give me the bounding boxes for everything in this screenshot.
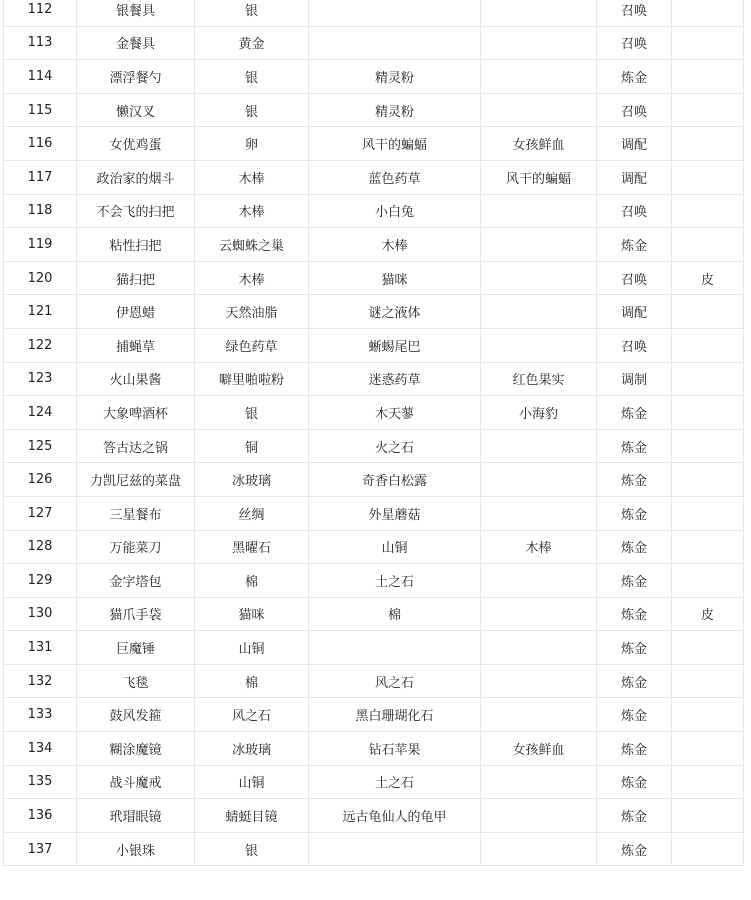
material-3-cell: 风干的蝙蝠: [481, 161, 597, 194]
material-1-cell: 山铜: [195, 766, 309, 799]
note-cell: [672, 463, 744, 496]
material-3-cell: [481, 631, 597, 664]
material-3-cell: [481, 766, 597, 799]
table-row: [3, 564, 744, 598]
material-3-cell: [481, 833, 597, 866]
id-cell: 121: [3, 295, 77, 328]
note-cell: [672, 732, 744, 765]
note-cell: [672, 60, 744, 93]
material-1-cell: 银: [195, 833, 309, 866]
material-3-cell: [481, 430, 597, 463]
material-3-cell: [481, 799, 597, 832]
material-2-cell: 风之石: [309, 665, 481, 698]
material-1-cell: 丝绸: [195, 497, 309, 530]
material-1-cell: 银: [195, 396, 309, 429]
table-row: [3, 698, 744, 732]
material-2-cell: 小白兔: [309, 195, 481, 228]
item-name-cell: 力凯尼兹的菜盘: [77, 463, 195, 496]
material-3-cell: 红色果实: [481, 363, 597, 396]
item-name-cell: 大象啤酒杯: [77, 396, 195, 429]
material-2-cell: 木棒: [309, 228, 481, 261]
item-name-cell: 粘性扫把: [77, 228, 195, 261]
method-cell: 炼金: [597, 430, 672, 463]
note-cell: [672, 531, 744, 564]
id-cell: 116: [3, 127, 77, 160]
table-row: [3, 195, 744, 229]
material-2-cell: 土之石: [309, 766, 481, 799]
note-cell: [672, 766, 744, 799]
table-row: [3, 430, 744, 464]
note-cell: [672, 799, 744, 832]
item-name-cell: 小银珠: [77, 833, 195, 866]
table-row: [3, 60, 744, 94]
material-2-cell: 精灵粉: [309, 94, 481, 127]
material-2-cell: 风干的蝙蝠: [309, 127, 481, 160]
note-cell: [672, 564, 744, 597]
id-cell: 125: [3, 430, 77, 463]
material-2-cell: 山铜: [309, 531, 481, 564]
method-cell: 召唤: [597, 329, 672, 362]
method-cell: 炼金: [597, 766, 672, 799]
table-row: [3, 262, 744, 296]
material-2-cell: 猫咪: [309, 262, 481, 295]
material-3-cell: 木棒: [481, 531, 597, 564]
item-name-cell: 猫扫把: [77, 262, 195, 295]
method-cell: 调制: [597, 363, 672, 396]
table-row: [3, 363, 744, 397]
id-cell: 132: [3, 665, 77, 698]
method-cell: 炼金: [597, 463, 672, 496]
material-1-cell: 风之石: [195, 698, 309, 731]
id-cell: 120: [3, 262, 77, 295]
material-1-cell: 绿色药草: [195, 329, 309, 362]
id-cell: 134: [3, 732, 77, 765]
note-cell: [672, 228, 744, 261]
id-cell: 112: [3, 0, 77, 26]
material-2-cell: 棉: [309, 598, 481, 631]
material-2-cell: [309, 27, 481, 60]
material-2-cell: 远古龟仙人的龟甲: [309, 799, 481, 832]
material-1-cell: 木棒: [195, 161, 309, 194]
note-cell: 皮: [672, 262, 744, 295]
material-3-cell: [481, 329, 597, 362]
item-name-cell: 金餐具: [77, 27, 195, 60]
id-cell: 129: [3, 564, 77, 597]
item-name-cell: 猫爪手袋: [77, 598, 195, 631]
material-1-cell: 棉: [195, 665, 309, 698]
method-cell: 召唤: [597, 27, 672, 60]
method-cell: 召唤: [597, 94, 672, 127]
table-row: [3, 127, 744, 161]
table-row: [3, 631, 744, 665]
material-3-cell: 女孩鲜血: [481, 732, 597, 765]
method-cell: 炼金: [597, 799, 672, 832]
id-cell: 131: [3, 631, 77, 664]
note-cell: [672, 698, 744, 731]
item-name-cell: 火山果酱: [77, 363, 195, 396]
material-3-cell: [481, 27, 597, 60]
table-row: [3, 27, 744, 61]
note-cell: [672, 195, 744, 228]
material-2-cell: 火之石: [309, 430, 481, 463]
item-name-cell: 银餐具: [77, 0, 195, 26]
table-row: [3, 732, 744, 766]
table-row: [3, 463, 744, 497]
material-3-cell: [481, 497, 597, 530]
method-cell: 召唤: [597, 0, 672, 26]
material-1-cell: 银: [195, 60, 309, 93]
item-name-cell: 答古达之锅: [77, 430, 195, 463]
material-1-cell: 银: [195, 94, 309, 127]
item-name-cell: 伊恩蜡: [77, 295, 195, 328]
table-row: [3, 94, 744, 128]
item-name-cell: 飞毯: [77, 665, 195, 698]
material-2-cell: 土之石: [309, 564, 481, 597]
id-cell: 126: [3, 463, 77, 496]
material-3-cell: [481, 665, 597, 698]
note-cell: 皮: [672, 598, 744, 631]
note-cell: [672, 833, 744, 866]
item-name-cell: 万能菜刀: [77, 531, 195, 564]
table-row: [3, 228, 744, 262]
item-name-cell: 政治家的烟斗: [77, 161, 195, 194]
material-1-cell: 黄金: [195, 27, 309, 60]
method-cell: 炼金: [597, 396, 672, 429]
note-cell: [672, 631, 744, 664]
item-name-cell: 不会飞的扫把: [77, 195, 195, 228]
material-1-cell: 天然油脂: [195, 295, 309, 328]
id-cell: 119: [3, 228, 77, 261]
method-cell: 炼金: [597, 698, 672, 731]
material-1-cell: 猫咪: [195, 598, 309, 631]
recipe-table: [3, 0, 744, 866]
note-cell: [672, 497, 744, 530]
note-cell: [672, 329, 744, 362]
material-1-cell: 铜: [195, 430, 309, 463]
material-2-cell: 精灵粉: [309, 60, 481, 93]
item-name-cell: 玳瑁眼镜: [77, 799, 195, 832]
table-row: [3, 531, 744, 565]
note-cell: [672, 363, 744, 396]
method-cell: 调配: [597, 295, 672, 328]
note-cell: [672, 161, 744, 194]
material-1-cell: 噼里啪啦粉: [195, 363, 309, 396]
table-row: [3, 295, 744, 329]
method-cell: 炼金: [597, 531, 672, 564]
note-cell: [672, 295, 744, 328]
note-cell: [672, 94, 744, 127]
item-name-cell: 战斗魔戒: [77, 766, 195, 799]
note-cell: [672, 396, 744, 429]
method-cell: 炼金: [597, 497, 672, 530]
material-2-cell: [309, 833, 481, 866]
method-cell: 调配: [597, 127, 672, 160]
item-name-cell: 女优鸡蛋: [77, 127, 195, 160]
id-cell: 136: [3, 799, 77, 832]
id-cell: 124: [3, 396, 77, 429]
material-1-cell: 云蜘蛛之巢: [195, 228, 309, 261]
method-cell: 炼金: [597, 732, 672, 765]
material-1-cell: 山铜: [195, 631, 309, 664]
method-cell: 炼金: [597, 60, 672, 93]
material-3-cell: [481, 698, 597, 731]
item-name-cell: 漂浮餐勺: [77, 60, 195, 93]
material-2-cell: [309, 0, 481, 26]
table-row: [3, 766, 744, 800]
material-3-cell: [481, 262, 597, 295]
material-2-cell: 蓝色药草: [309, 161, 481, 194]
item-name-cell: 三星餐布: [77, 497, 195, 530]
material-1-cell: 银: [195, 0, 309, 26]
material-1-cell: 黑曜石: [195, 531, 309, 564]
item-name-cell: 懒汉叉: [77, 94, 195, 127]
id-cell: 115: [3, 94, 77, 127]
id-cell: 137: [3, 833, 77, 866]
material-2-cell: 迷惑药草: [309, 363, 481, 396]
item-name-cell: 巨魔锤: [77, 631, 195, 664]
material-1-cell: 冰玻璃: [195, 732, 309, 765]
item-name-cell: 鼓风发箍: [77, 698, 195, 731]
item-name-cell: 糊涂魔镜: [77, 732, 195, 765]
material-2-cell: 奇香白松露: [309, 463, 481, 496]
material-2-cell: 木天蓼: [309, 396, 481, 429]
method-cell: 炼金: [597, 564, 672, 597]
item-name-cell: 金字塔包: [77, 564, 195, 597]
material-3-cell: [481, 463, 597, 496]
table-row: [3, 799, 744, 833]
id-cell: 118: [3, 195, 77, 228]
material-2-cell: 外星蘑菇: [309, 497, 481, 530]
material-1-cell: 棉: [195, 564, 309, 597]
method-cell: 炼金: [597, 665, 672, 698]
material-2-cell: [309, 631, 481, 664]
material-3-cell: [481, 60, 597, 93]
note-cell: [672, 0, 744, 26]
id-cell: 130: [3, 598, 77, 631]
material-3-cell: [481, 564, 597, 597]
material-3-cell: [481, 195, 597, 228]
table-row: [3, 161, 744, 195]
id-cell: 135: [3, 766, 77, 799]
material-2-cell: 谜之液体: [309, 295, 481, 328]
id-cell: 114: [3, 60, 77, 93]
method-cell: 炼金: [597, 598, 672, 631]
note-cell: [672, 27, 744, 60]
table-row: [3, 598, 744, 632]
id-cell: 113: [3, 27, 77, 60]
material-1-cell: 冰玻璃: [195, 463, 309, 496]
method-cell: 炼金: [597, 631, 672, 664]
material-2-cell: 黑白珊瑚化石: [309, 698, 481, 731]
method-cell: 召唤: [597, 195, 672, 228]
material-3-cell: [481, 295, 597, 328]
note-cell: [672, 665, 744, 698]
id-cell: 128: [3, 531, 77, 564]
material-3-cell: [481, 94, 597, 127]
id-cell: 117: [3, 161, 77, 194]
material-3-cell: 小海豹: [481, 396, 597, 429]
id-cell: 133: [3, 698, 77, 731]
id-cell: 122: [3, 329, 77, 362]
note-cell: [672, 127, 744, 160]
method-cell: 调配: [597, 161, 672, 194]
method-cell: 炼金: [597, 228, 672, 261]
table-row: [3, 833, 744, 867]
method-cell: 炼金: [597, 833, 672, 866]
material-3-cell: 女孩鲜血: [481, 127, 597, 160]
material-1-cell: 木棒: [195, 195, 309, 228]
material-3-cell: [481, 228, 597, 261]
material-2-cell: 蜥蜴尾巴: [309, 329, 481, 362]
material-1-cell: 蜻蜓目镜: [195, 799, 309, 832]
method-cell: 召唤: [597, 262, 672, 295]
material-2-cell: 钻石苹果: [309, 732, 481, 765]
table-row: [3, 665, 744, 699]
table-row: [3, 0, 744, 27]
material-1-cell: 卵: [195, 127, 309, 160]
table-row: [3, 396, 744, 430]
item-name-cell: 捕蝇草: [77, 329, 195, 362]
material-1-cell: 木棒: [195, 262, 309, 295]
material-3-cell: [481, 598, 597, 631]
table-row: [3, 497, 744, 531]
note-cell: [672, 430, 744, 463]
id-cell: 123: [3, 363, 77, 396]
id-cell: 127: [3, 497, 77, 530]
table-row: [3, 329, 744, 363]
material-3-cell: [481, 0, 597, 26]
